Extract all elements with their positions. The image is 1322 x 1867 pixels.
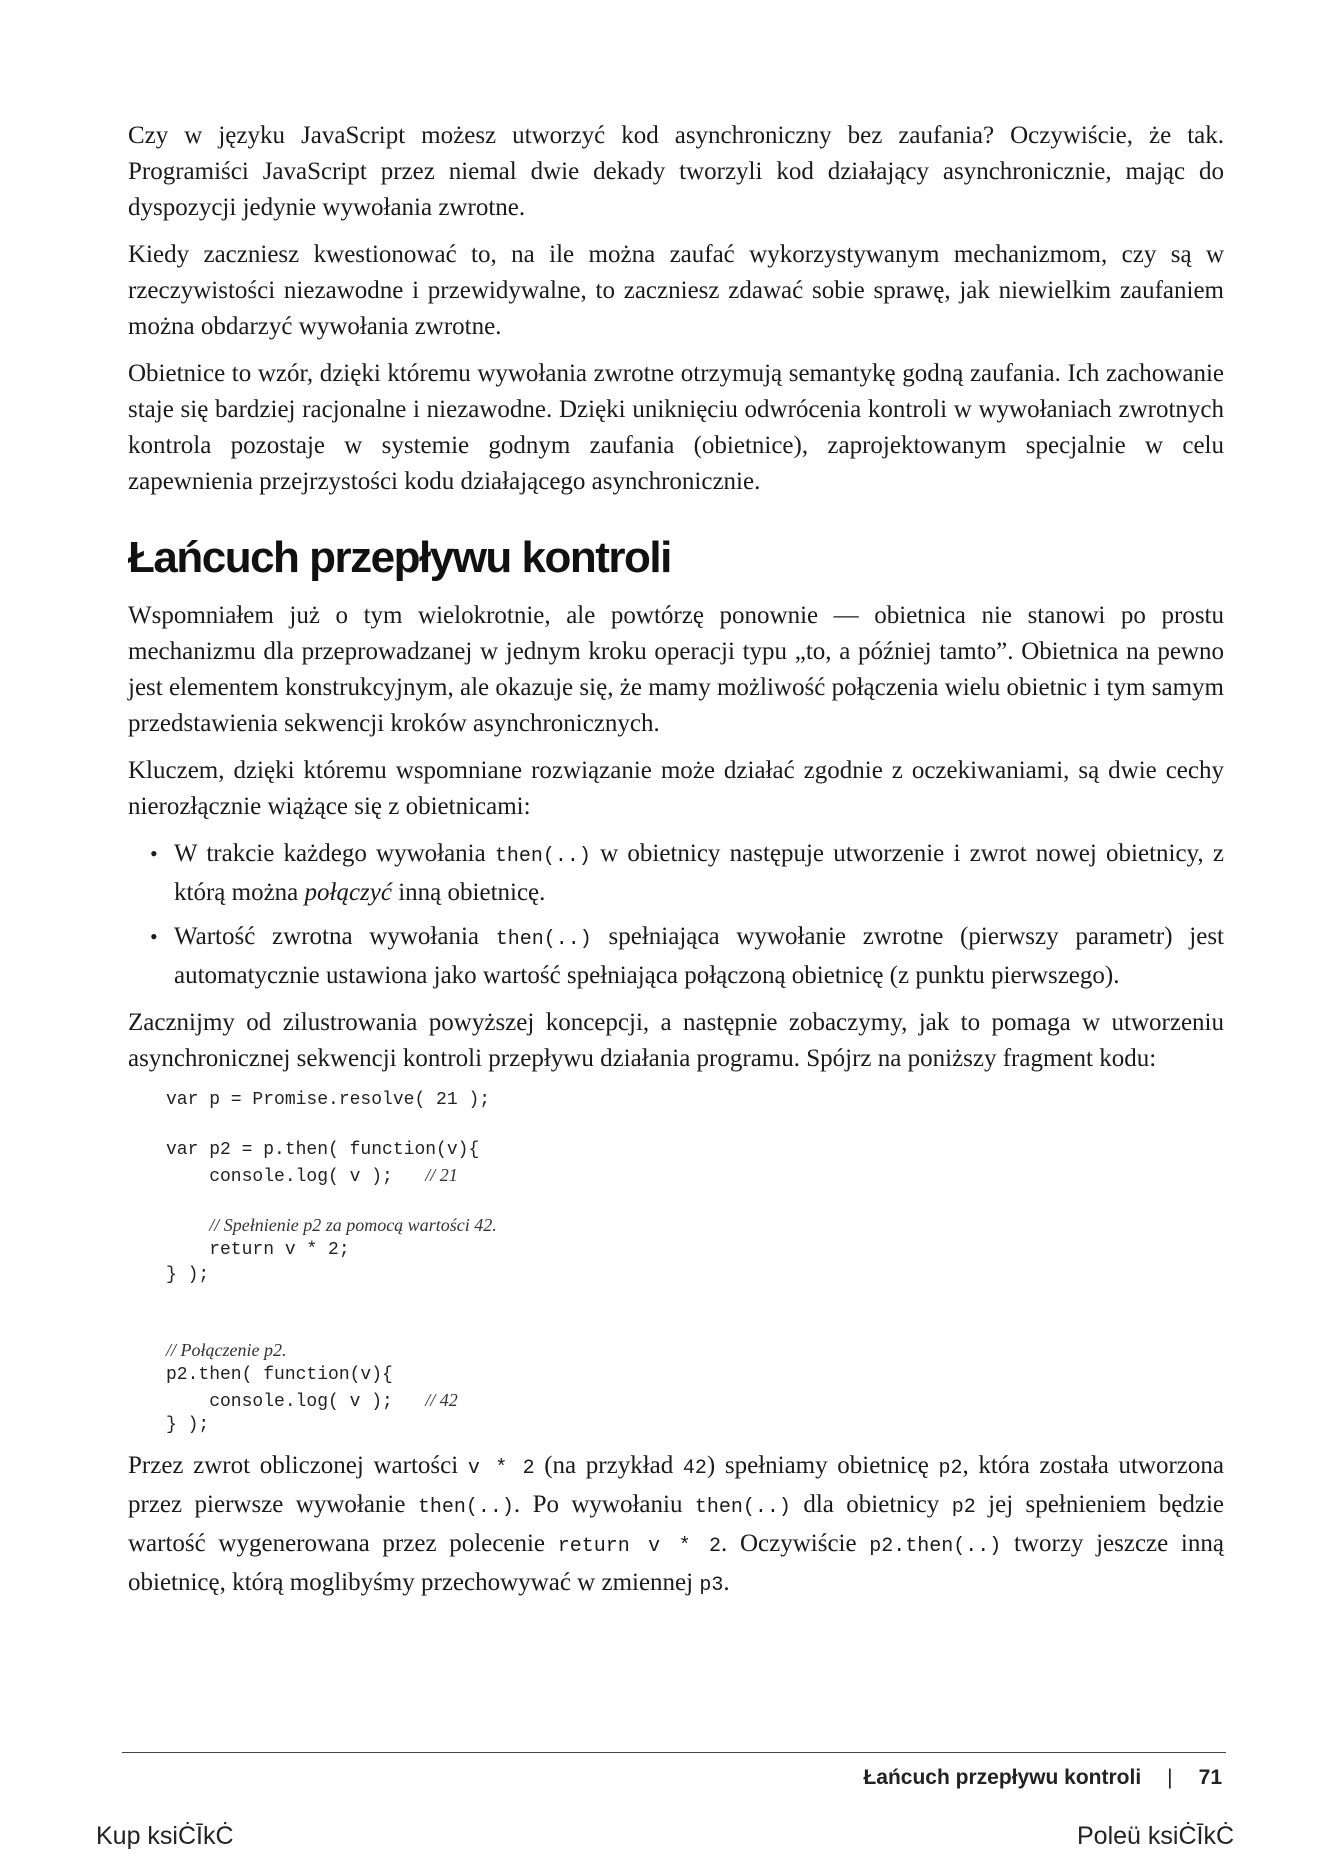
code-line: return v * 2; [166,1240,350,1260]
code-line: console.log( v ); [166,1392,426,1412]
inline-code: 42 [682,1457,707,1480]
emphasis: połączyć [304,879,392,906]
section-paragraph-1: Wspomniałem już o tym wielokrotnie, ale powtórzę ponownie — obietnica nie stanowi po prostu mechanizmu dla przeprowadzanej w jednym kroku operacji typu „to, a później tamto”. Obietnica na pewno jest elementem konstrukcyjnym, ale okazuje się, że mamy możliwość połączenia wielu obietnic i tym samym przedstawienia sekwencji kroków asynchronicznych. [128,602,1224,737]
inline-code: then(..) [494,845,591,868]
footer-divider [122,1752,1226,1753]
page-number: 71 [1198,1766,1222,1789]
inline-code: p2.then(..) [869,1535,1002,1558]
inline-code: then(..) [495,928,592,951]
inline-code: p2 [938,1457,963,1480]
bullet-item-2: • Wartość zwrotna wywołania then(..) spełniająca wywołanie zwrotne (pierwszy parametr) jest automatycznie ustawiona jako wartość spełniająca połączoną obietnicę (z punktu pierwszego). [128,919,1224,994]
inline-code: then(..) [417,1496,514,1519]
code-comment: // 21 [425,1165,458,1185]
bullet-item-1: • W trakcie każdego wywołania then(..) w obietnicy następuje utworzenie i zwrot nowej obietnicy, z którą można połączyć inną obietnicę. [128,836,1224,911]
section-paragraph-4: Przez zwrot obliczonej wartości v * 2 (na przykład 42) spełniamy obietnicę p2, która została utworzona przez pierwsze wywołanie then(..). Po wywołaniu then(..) dla obietnicy p2 jej spełnieniem będzie wartość wygenerowana przez polecenie return v * 2. Oczywiście p2.then(..) tworzy jeszcze inną obietnicę, którą moglibyśmy przechowywać w zmiennej p3. [128,1452,1224,1597]
bullet-list [128,836,1224,994]
section-heading: Łańcuch przepływu kontroli [128,533,671,582]
code-line: console.log( v ); [166,1167,426,1187]
inline-code: p2 [951,1496,976,1519]
page-content [128,118,1224,1615]
code-line: p2.then( function(v){ [166,1365,393,1385]
bullet-dot: • [150,924,158,949]
recommend-book-link[interactable]: Poleü ksiĊĪkĊ [1077,1822,1234,1850]
bullet-dot: • [150,841,158,866]
inline-code: v * 2 [467,1457,535,1480]
intro-paragraph-2: Kiedy zaczniesz kwestionować to, na ile można zaufać wykorzystywanym mechanizmom, czy są w rzeczywistości niezawodne i przewidywalne, to zaczniesz zdawać sobie sprawę, jak niewielkim zaufaniem można obdarzyć wywołania zwrotne. [128,241,1224,340]
section-paragraph-2: Kluczem, dzięki któremu wspomniane rozwiązanie może działać zgodnie z oczekiwaniami, są dwie cechy nierozłącznie wiążące się z obietnicami: [128,757,1224,820]
code-line: } ); [166,1265,210,1285]
inline-code: p3 [699,1574,724,1597]
code-line: var p2 = p.then( function(v){ [166,1140,480,1160]
footer-separator: | [1167,1766,1173,1789]
intro-paragraph-1: Czy w języku JavaScript możesz utworzyć kod asynchroniczny bez zaufania? Oczywiście, że tak. Programiści JavaScript przez niemal dwie dekady tworzyli kod działający asynchronicznie, mając do dyspozycji jedynie wywołania zwrotne. [128,122,1224,221]
intro-paragraph-3: Obietnice to wzór, dzięki któremu wywołania zwrotne otrzymują semantykę godną zaufania. Ich zachowanie staje się bardziej racjonalne i niezawodne. Dzięki uniknięciu odwrócenia kontroli w wywołaniach zwrotnych kontrola pozostaje w systemie godnym zaufania (obietnice), zaprojektowanym specjalnie w celu zapewnienia przejrzystości kodu działającego asynchronicznie. [128,360,1224,495]
inline-code: then(..) [694,1496,791,1519]
code-block [166,1088,1224,1438]
code-comment: // Spełnienie p2 za pomocą wartości 42. [209,1215,497,1235]
code-line: } ); [166,1415,210,1435]
inline-code: return v * 2 [557,1535,722,1558]
page-footer [863,1766,1222,1790]
code-comment: // 42 [425,1390,458,1410]
running-title: Łańcuch przepływu kontroli [863,1766,1142,1789]
buy-book-link[interactable]: Kup ksiĊĪkĊ [96,1822,234,1850]
section-paragraph-3: Zacznijmy od zilustrowania powyższej koncepcji, a następnie zobaczymy, jak to pomaga w utworzeniu asynchronicznej sekwencji kontroli przepływu działania programu. Spójrz na poniższy fragment kodu: [128,1009,1224,1072]
code-line: var p = Promise.resolve( 21 ); [166,1090,491,1110]
code-comment: // Połączenie p2. [166,1340,287,1360]
